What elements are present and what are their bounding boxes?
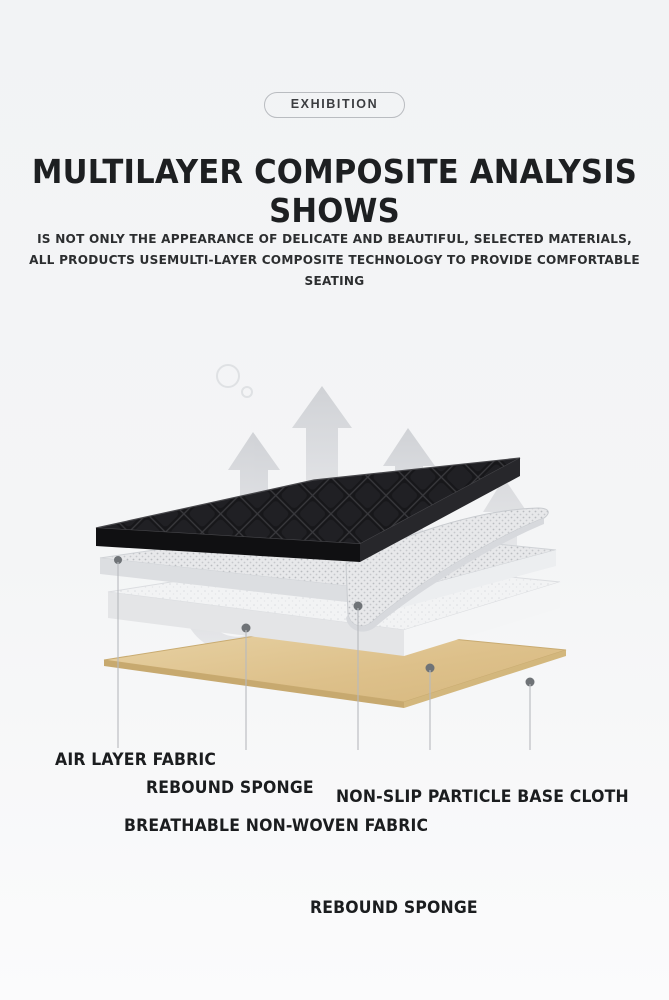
subtitle-line-1: IS NOT ONLY THE APPEARANCE OF DELICATE AND BEAUTIFUL, SELECTED MATERIALS, — [37, 231, 632, 246]
exhibition-badge: EXHIBITION — [264, 92, 406, 118]
bubble-decor — [217, 365, 252, 397]
label-breathable-non-woven-fabric: BREATHABLE NON-WOVEN FABRIC — [124, 816, 429, 835]
exhibition-badge-wrapper — [0, 92, 669, 118]
label-non-slip-particle-base-cloth: NON-SLIP PARTICLE BASE CLOTH — [336, 787, 629, 806]
label-rebound-sponge-bottom: REBOUND SPONGE — [310, 898, 478, 917]
page-title: MULTILAYER COMPOSITE ANALYSIS SHOWS — [31, 152, 638, 230]
label-rebound-sponge-top: REBOUND SPONGE — [146, 778, 314, 797]
label-air-layer-fabric: AIR LAYER FABRIC — [55, 750, 217, 769]
page-subtitle — [13, 228, 655, 291]
subtitle-line-2: ALL PRODUCTS USEMULTI-LAYER COMPOSITE TECHNOLOGY TO PROVIDE COMFORTABLE SEATING — [29, 252, 640, 288]
layer-diagram — [0, 330, 669, 750]
